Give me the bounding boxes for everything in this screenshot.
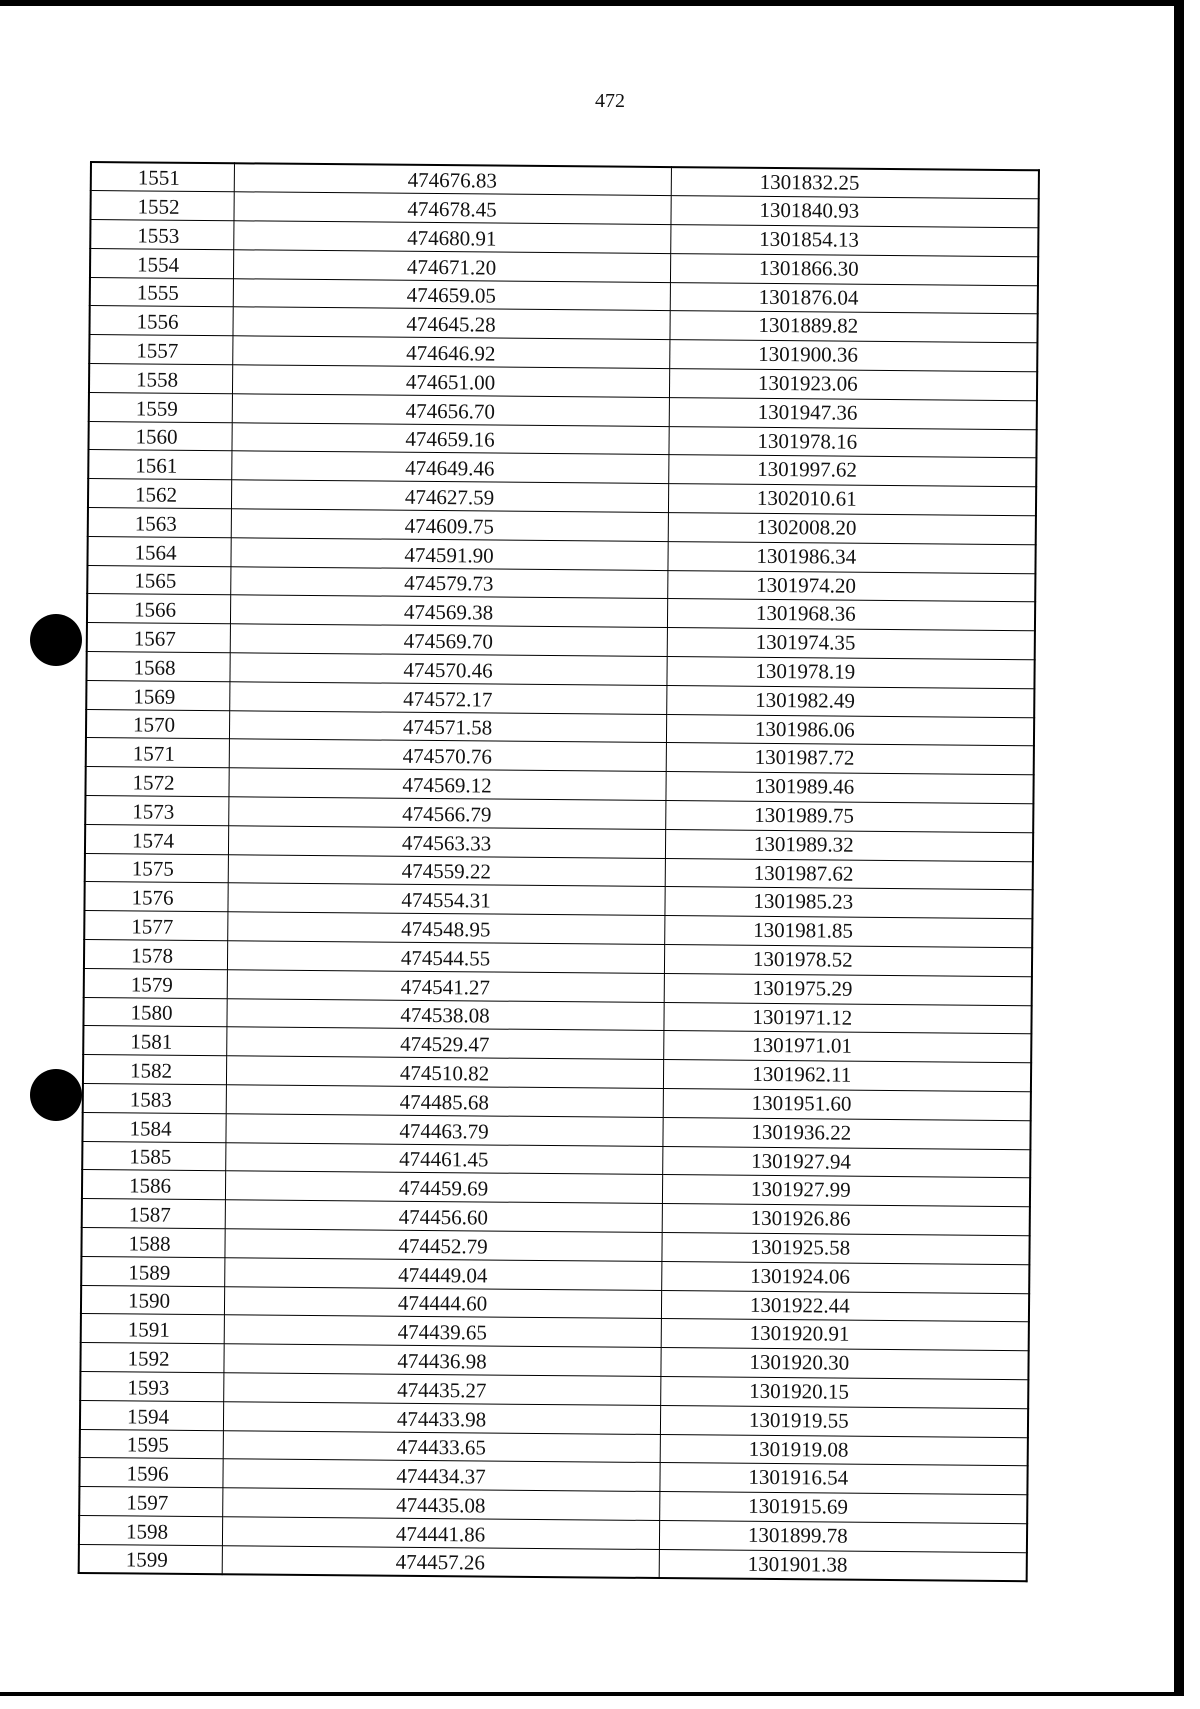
x-coordinate-cell: 474579.73 [230,566,667,599]
point-id-cell: 1589 [81,1256,224,1286]
punch-hole-icon [30,1069,82,1121]
x-coordinate-cell: 474566.79 [228,797,665,830]
y-coordinate-cell: 1301832.25 [671,167,1039,199]
x-coordinate-cell: 474609.75 [231,509,668,542]
y-coordinate-cell: 1301920.15 [660,1376,1028,1408]
point-id-cell: 1556 [89,306,232,336]
y-coordinate-cell: 1301924.06 [661,1261,1029,1293]
x-coordinate-cell: 474449.04 [224,1257,661,1290]
point-id-cell: 1590 [81,1285,224,1315]
y-coordinate-cell: 1301978.16 [668,426,1036,458]
point-id-cell: 1567 [87,623,230,653]
x-coordinate-cell: 474569.38 [230,595,667,628]
x-coordinate-cell: 474645.28 [232,307,669,340]
y-coordinate-cell: 1301923.06 [669,369,1037,401]
y-coordinate-cell: 1301974.35 [667,628,1035,660]
x-coordinate-cell: 474659.16 [231,422,668,455]
point-id-cell: 1561 [88,450,231,480]
x-coordinate-cell: 474456.60 [225,1200,662,1233]
point-id-cell: 1565 [87,565,230,595]
x-coordinate-cell: 474434.37 [222,1459,659,1492]
y-coordinate-cell: 1301968.36 [667,599,1035,631]
y-coordinate-cell: 1301978.19 [666,657,1034,689]
point-id-cell: 1580 [83,997,226,1027]
x-coordinate-cell: 474541.27 [227,970,664,1003]
x-coordinate-cell: 474559.22 [228,854,665,887]
x-coordinate-cell: 474461.45 [225,1142,662,1175]
x-coordinate-cell: 474649.46 [231,451,668,484]
point-id-cell: 1592 [80,1343,223,1373]
x-coordinate-cell: 474463.79 [225,1114,662,1147]
y-coordinate-cell: 1301978.52 [664,945,1032,977]
point-id-cell: 1578 [84,939,227,969]
page-number: 472 [595,90,625,112]
x-coordinate-cell: 474538.08 [226,998,663,1031]
point-id-cell: 1597 [79,1487,222,1517]
y-coordinate-cell: 1301947.36 [669,397,1037,429]
x-coordinate-cell: 474569.70 [230,624,667,657]
coordinates-table [78,161,1040,1582]
y-coordinate-cell: 1301920.30 [660,1348,1028,1380]
point-id-cell: 1594 [80,1400,223,1430]
point-id-cell: 1591 [81,1314,224,1344]
y-coordinate-cell: 1301975.29 [664,973,1032,1005]
point-id-cell: 1582 [83,1055,226,1085]
x-coordinate-cell: 474571.58 [229,710,666,743]
y-coordinate-cell: 1301987.72 [666,743,1034,775]
point-id-cell: 1554 [90,248,233,278]
point-id-cell: 1581 [83,1026,226,1056]
coordinates-table-wrapper [78,161,1040,1582]
x-coordinate-cell: 474570.46 [229,653,666,686]
y-coordinate-cell: 1301927.99 [662,1175,1030,1207]
y-coordinate-cell: 1301962.11 [663,1060,1031,1092]
point-id-cell: 1599 [79,1544,222,1574]
point-id-cell: 1557 [89,335,232,365]
x-coordinate-cell: 474444.60 [224,1286,661,1319]
y-coordinate-cell: 1301951.60 [663,1089,1031,1121]
y-coordinate-cell: 1301925.58 [661,1233,1029,1265]
y-coordinate-cell: 1301854.13 [670,225,1038,257]
x-coordinate-cell: 474544.55 [227,941,664,974]
point-id-cell: 1584 [82,1112,225,1142]
point-id-cell: 1595 [80,1429,223,1459]
y-coordinate-cell: 1301987.62 [665,858,1033,890]
point-id-cell: 1562 [88,479,231,509]
point-id-cell: 1569 [86,680,229,710]
x-coordinate-cell: 474435.08 [222,1488,659,1521]
y-coordinate-cell: 1301936.22 [662,1117,1030,1149]
x-coordinate-cell: 474572.17 [229,682,666,715]
y-coordinate-cell: 1302008.20 [668,513,1036,545]
x-coordinate-cell: 474435.27 [223,1373,660,1406]
point-id-cell: 1587 [82,1199,225,1229]
x-coordinate-cell: 474436.98 [223,1344,660,1377]
point-id-cell: 1596 [79,1458,222,1488]
y-coordinate-cell: 1301900.36 [669,340,1037,372]
x-coordinate-cell: 474569.12 [228,768,665,801]
x-coordinate-cell: 474627.59 [231,480,668,513]
x-coordinate-cell: 474676.83 [234,163,671,196]
point-id-cell: 1586 [82,1170,225,1200]
x-coordinate-cell: 474671.20 [233,250,670,283]
point-id-cell: 1572 [85,767,228,797]
point-id-cell: 1583 [83,1083,226,1113]
point-id-cell: 1551 [91,162,234,192]
point-id-cell: 1588 [81,1227,224,1257]
x-coordinate-cell: 474656.70 [232,394,669,427]
point-id-cell: 1576 [84,882,227,912]
y-coordinate-cell: 1301901.38 [659,1549,1027,1581]
point-id-cell: 1573 [85,796,228,826]
point-id-cell: 1555 [90,277,233,307]
x-coordinate-cell: 474591.90 [230,538,667,571]
x-coordinate-cell: 474548.95 [227,912,664,945]
point-id-cell: 1553 [90,220,233,250]
y-coordinate-cell: 1301876.04 [670,282,1038,314]
y-coordinate-cell: 1302010.61 [668,484,1036,516]
y-coordinate-cell: 1301971.01 [663,1031,1031,1063]
x-coordinate-cell: 474659.05 [233,278,670,311]
point-id-cell: 1552 [90,191,233,221]
y-coordinate-cell: 1301986.34 [667,541,1035,573]
y-coordinate-cell: 1301927.94 [662,1146,1030,1178]
x-coordinate-cell: 474452.79 [224,1229,661,1262]
point-id-cell: 1579 [84,968,227,998]
y-coordinate-cell: 1301889.82 [669,311,1037,343]
x-coordinate-cell: 474529.47 [226,1027,663,1060]
y-coordinate-cell: 1301971.12 [663,1002,1031,1034]
x-coordinate-cell: 474646.92 [232,336,669,369]
y-coordinate-cell: 1301982.49 [666,685,1034,717]
point-id-cell: 1571 [86,738,229,768]
y-coordinate-cell: 1301986.06 [666,714,1034,746]
y-coordinate-cell: 1301899.78 [659,1520,1027,1552]
y-coordinate-cell: 1301989.75 [665,801,1033,833]
x-coordinate-cell: 474439.65 [224,1315,661,1348]
y-coordinate-cell: 1301989.32 [665,829,1033,861]
punch-hole-icon [30,614,82,666]
point-id-cell: 1574 [85,824,228,854]
y-coordinate-cell: 1301974.20 [667,570,1035,602]
y-coordinate-cell: 1301985.23 [664,887,1032,919]
y-coordinate-cell: 1301922.44 [661,1290,1029,1322]
y-coordinate-cell: 1301840.93 [670,196,1038,228]
x-coordinate-cell: 474554.31 [227,883,664,916]
x-coordinate-cell: 474457.26 [222,1545,659,1578]
point-id-cell: 1570 [86,709,229,739]
y-coordinate-cell: 1301919.55 [660,1405,1028,1437]
point-id-cell: 1568 [86,652,229,682]
y-coordinate-cell: 1301997.62 [668,455,1036,487]
point-id-cell: 1577 [84,911,227,941]
point-id-cell: 1575 [85,853,228,883]
x-coordinate-cell: 474678.45 [233,192,670,225]
point-id-cell: 1559 [89,392,232,422]
table-body [79,162,1039,1581]
point-id-cell: 1585 [82,1141,225,1171]
y-coordinate-cell: 1301920.91 [661,1319,1029,1351]
y-coordinate-cell: 1301915.69 [659,1492,1027,1524]
y-coordinate-cell: 1301866.30 [670,253,1038,285]
x-coordinate-cell: 474441.86 [222,1517,659,1550]
y-coordinate-cell: 1301989.46 [665,772,1033,804]
point-id-cell: 1566 [87,594,230,624]
y-coordinate-cell: 1301916.54 [659,1463,1027,1495]
x-coordinate-cell: 474510.82 [226,1056,663,1089]
x-coordinate-cell: 474651.00 [232,365,669,398]
x-coordinate-cell: 474433.65 [223,1430,660,1463]
point-id-cell: 1564 [87,536,230,566]
point-id-cell: 1563 [88,508,231,538]
y-coordinate-cell: 1301919.08 [660,1434,1028,1466]
x-coordinate-cell: 474680.91 [233,221,670,254]
point-id-cell: 1558 [89,364,232,394]
point-id-cell: 1593 [80,1371,223,1401]
y-coordinate-cell: 1301981.85 [664,916,1032,948]
x-coordinate-cell: 474570.76 [229,739,666,772]
point-id-cell: 1598 [79,1515,222,1545]
x-coordinate-cell: 474433.98 [223,1401,660,1434]
x-coordinate-cell: 474459.69 [225,1171,662,1204]
x-coordinate-cell: 474485.68 [226,1085,663,1118]
point-id-cell: 1560 [88,421,231,451]
x-coordinate-cell: 474563.33 [228,826,665,859]
y-coordinate-cell: 1301926.86 [662,1204,1030,1236]
